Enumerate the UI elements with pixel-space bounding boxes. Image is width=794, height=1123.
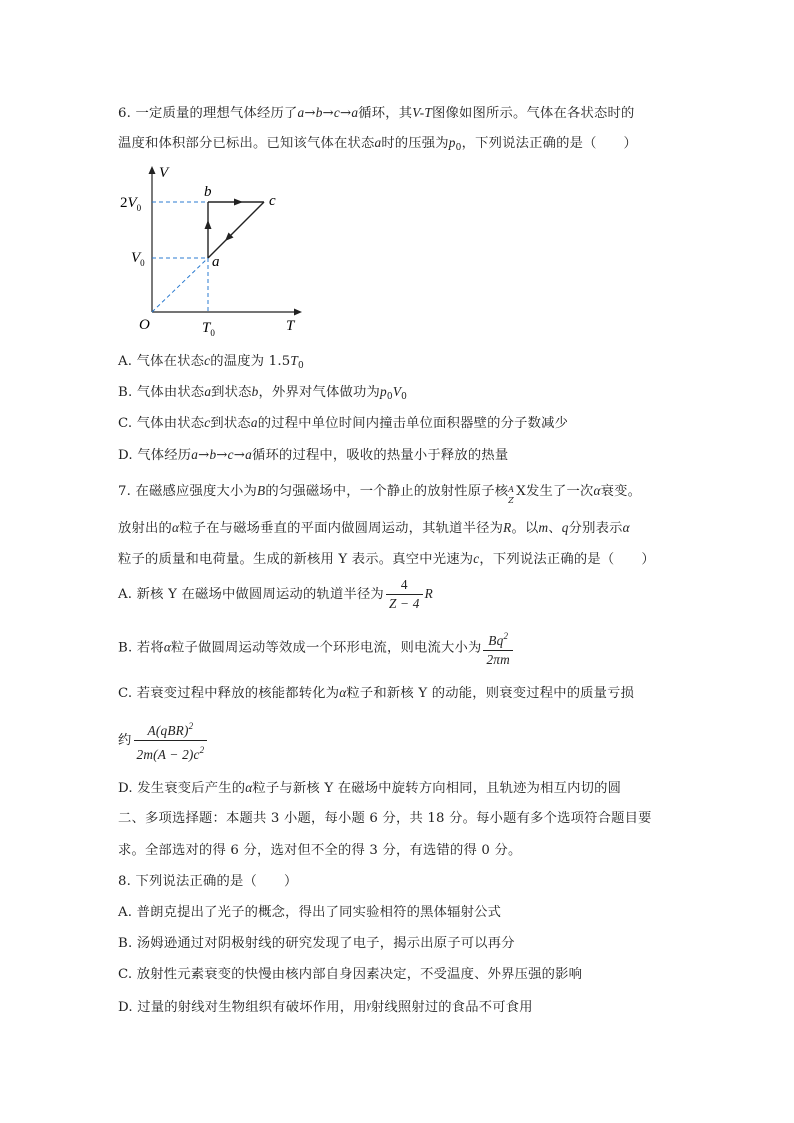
q7-option-b[interactable]: B. 若将α粒子做圆周运动等效成一个环形电流，则电流大小为 $\frac{Bq^2}{2\pi m}$ — [118, 628, 515, 668]
q7-stem-line2: 放射出的α粒子在与磁场垂直的平面内做圆周运动，其轨道半径为R。以m、q分别表示α — [118, 520, 630, 536]
q7-stem-line1: 7. 在磁感应强度大小为B的匀强磁场中，一个静止的放射性原子核 A Z X发生了一次α衰变。 — [118, 483, 642, 505]
axis-v-label: V — [159, 165, 169, 181]
section2-heading-line2: 求。全部选对的得 6 分，选对但不全的得 3 分，有选错的得 0 分。 — [118, 843, 522, 858]
fraction-radius: $\frac{4}{Z - 4}$ — [386, 577, 423, 612]
q7-option-c-formula: 约 $\frac{A(qBR)^2}{2m(A - 2)c^2}$ — [118, 718, 209, 763]
q6-stem-line2: 温度和体积部分已标出。已知该气体在状态a时的压强为$p_0$，下列说法正确的是（ ） — [118, 135, 638, 153]
q6-option-a[interactable]: A. 气体在状态c的温度为 $1.5T_0$ — [118, 353, 304, 371]
section2-heading-line1: 二、多项选择题：本题共 3 小题，每小题 6 分，共 18 分。每小题有多个选项符合题目要 — [118, 811, 652, 826]
q8-option-c[interactable]: C. 放射性元素衰变的快慢由核内部自身因素决定，不受温度、外界压强的影响 — [118, 967, 583, 982]
q7-option-d[interactable]: D. 发生衰变后产生的α粒子与新核 Y 在磁场中旋转方向相同，且轨迹为相互内切的圆 — [118, 780, 622, 796]
point-c-label: c — [269, 193, 276, 209]
path-c-a — [208, 202, 264, 258]
q8-option-b[interactable]: B. 汤姆逊通过对阴极射线的研究发现了电子，揭示出原子可以再分 — [118, 936, 515, 951]
v-axis-arrow — [149, 166, 156, 174]
fraction-mass-defect: $\frac{A(qBR)^2}{2m(A - 2)c^2}$ — [134, 718, 208, 763]
q7-option-c[interactable]: C. 若衰变过程中释放的核能都转化为α粒子和新核 Y 的动能，则衰变过程中的质量亏损 — [118, 685, 635, 701]
origin-label: O — [139, 317, 150, 333]
q6-option-c[interactable]: C. 气体由状态c到状态a的过程中单位时间内撞击单位面积器壁的分子数减少 — [118, 415, 569, 431]
q6-option-d[interactable]: D. 气体经历a→b→c→a循环的过程中，吸收的热量小于释放的热量 — [118, 447, 509, 463]
q6-stem-line1: 6. 一定质量的理想气体经历了a→b→c→a循环，其V-T图像如图所示。气体在各状态时的 — [118, 105, 635, 121]
t-axis-arrow — [294, 309, 302, 316]
tick-t0: $T_0$ — [202, 320, 215, 338]
q8-option-a[interactable]: A. 普朗克提出了光子的概念，得出了同实验相符的黑体辐射公式 — [118, 905, 502, 920]
guide-origin-a — [152, 258, 208, 312]
tick-2v0: $2V_0$ — [120, 195, 142, 213]
fraction-current: $\frac{Bq^2}{2\pi m}$ — [483, 628, 513, 668]
point-b-label: b — [204, 184, 212, 200]
q8-option-d[interactable]: D. 过量的射线对生物组织有破坏作用，用$^\gamma$射线照射过的食品不可食用 — [118, 1000, 533, 1015]
vt-diagram — [112, 162, 312, 340]
q7-option-a[interactable]: A. 新核 Y 在磁场中做圆周运动的轨道半径为 $\frac{4}{Z - 4}$ R — [118, 577, 433, 611]
tick-v0: $V_0$ — [131, 250, 145, 268]
q8-stem: 8. 下列说法正确的是（ ） — [118, 874, 298, 889]
q7-stem-line3: 粒子的质量和电荷量。生成的新核用 Y 表示。真空中光速为c，下列说法正确的是（ ） — [118, 551, 655, 567]
arrow-b-c — [234, 199, 243, 206]
nuclide-notation: A Z — [508, 484, 515, 505]
point-a-label: a — [212, 254, 220, 270]
q6-option-b[interactable]: B. 气体由状态a到状态b，外界对气体做功为$p_0V_0$ — [118, 384, 408, 402]
axis-t-label: T — [286, 318, 295, 334]
arrow-a-b — [205, 220, 212, 229]
